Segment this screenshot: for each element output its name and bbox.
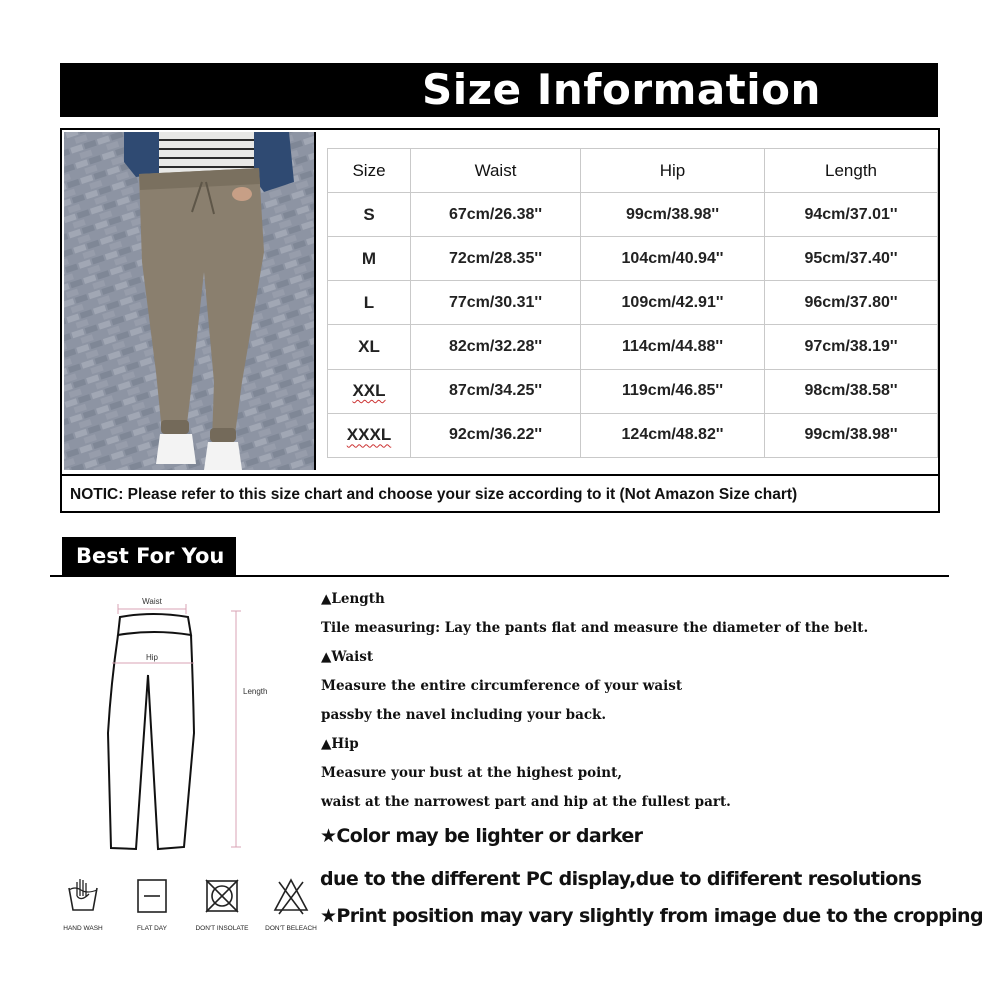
size-chart-box — [60, 128, 940, 513]
size-table — [327, 148, 938, 458]
waist-cell: 77cm/30.31'' — [411, 281, 581, 325]
best-for-you-tab: Best For You — [62, 537, 236, 575]
care-item-flat-dry — [117, 876, 187, 932]
waist-cell: 72cm/28.35'' — [411, 237, 581, 281]
care-item-do-not-bleach — [256, 876, 326, 932]
hip-cell: 109cm/42.91'' — [581, 281, 765, 325]
size-label: XXXL — [346, 425, 392, 445]
column-header-size: Size — [328, 149, 411, 193]
care-item-do-not-insolate — [187, 876, 257, 932]
color-note-line-2: due to the different PC display,due to dififerent resolutions — [320, 868, 922, 890]
length-label: Length — [243, 687, 268, 696]
size-cell — [328, 413, 411, 457]
hip-cell: 99cm/38.98'' — [581, 193, 765, 237]
section-divider — [50, 575, 949, 577]
color-note-line-1: ★Color may be lighter or darker — [320, 825, 643, 847]
table-row — [328, 237, 938, 281]
table-row — [328, 413, 938, 457]
column-header-waist: Waist — [411, 149, 581, 193]
hip-cell: 104cm/40.94'' — [581, 237, 765, 281]
length-cell: 94cm/37.01'' — [765, 193, 938, 237]
table-row — [328, 325, 938, 369]
hip-text-line-1: Measure your bust at the highest point, — [321, 765, 623, 781]
length-cell: 97cm/38.19'' — [765, 325, 938, 369]
size-notice: NOTIC: Please refer to this size chart and choose your size according to it (Not Amazon Size chart) — [62, 474, 938, 511]
size-cell: M — [328, 237, 411, 281]
hip-cell: 114cm/44.88'' — [581, 325, 765, 369]
product-photo — [64, 132, 316, 470]
length-cell: 95cm/37.40'' — [765, 237, 938, 281]
hip-cell: 124cm/48.82'' — [581, 413, 765, 457]
waist-cell: 87cm/34.25'' — [411, 369, 581, 413]
flat-dry-icon — [132, 876, 172, 916]
size-cell: L — [328, 281, 411, 325]
waist-cell: 92cm/36.22'' — [411, 413, 581, 457]
model-pants-illustration — [64, 132, 316, 470]
hip-label: Hip — [145, 653, 159, 662]
size-cell: S — [328, 193, 411, 237]
length-heading: ▲Length — [321, 591, 385, 607]
table-row — [328, 281, 938, 325]
waist-cell: 82cm/32.28'' — [411, 325, 581, 369]
size-label: XXL — [352, 381, 386, 401]
care-label: DON'T BELEACH — [265, 925, 317, 932]
waist-heading: ▲Waist — [321, 649, 374, 665]
hip-heading: ▲Hip — [321, 736, 359, 752]
table-row — [328, 369, 938, 413]
care-label: FLAT DAY — [137, 925, 167, 932]
table-header-row — [328, 149, 938, 193]
size-cell: XL — [328, 325, 411, 369]
care-icons — [55, 876, 330, 946]
hand-wash-icon — [63, 876, 103, 916]
column-header-hip: Hip — [581, 149, 765, 193]
title-banner — [60, 63, 938, 117]
do-not-bleach-icon — [271, 876, 311, 916]
hip-text-line-2: waist at the narrowest part and hip at the fullest part. — [321, 794, 731, 810]
length-cell: 98cm/38.58'' — [765, 369, 938, 413]
care-label: HAND WASH — [63, 925, 103, 932]
page-title: Size Information — [422, 65, 821, 114]
length-cell: 96cm/37.80'' — [765, 281, 938, 325]
hip-cell: 119cm/46.85'' — [581, 369, 765, 413]
waist-text-line-1: Measure the entire circumference of your waist — [321, 678, 683, 694]
pants-outline-icon — [98, 593, 298, 855]
length-cell: 99cm/38.98'' — [765, 413, 938, 457]
care-item-hand-wash — [48, 876, 118, 932]
waist-cell: 67cm/26.38'' — [411, 193, 581, 237]
table-row — [328, 193, 938, 237]
waist-label: Waist — [142, 597, 162, 606]
size-cell — [328, 369, 411, 413]
do-not-insolate-icon — [202, 876, 242, 916]
column-header-length: Length — [765, 149, 938, 193]
waist-text-line-2: passby the navel including your back. — [321, 707, 607, 723]
care-label: DON'T INSOLATE — [195, 925, 249, 932]
print-note: ★Print position may vary slightly from image due to the cropping — [320, 905, 983, 927]
measurement-diagram — [98, 593, 298, 855]
length-text: Tile measuring: Lay the pants flat and measure the diameter of the belt. — [321, 620, 869, 636]
